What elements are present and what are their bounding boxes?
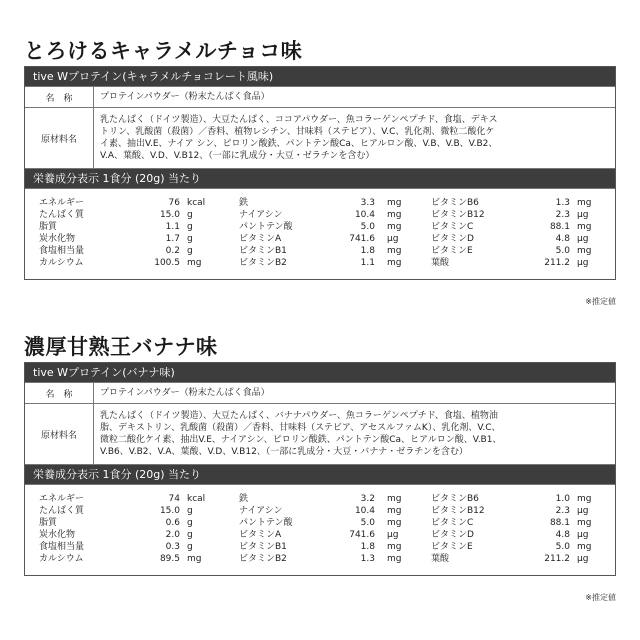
nutrient-value: 89.5 (159, 554, 180, 564)
ingredients-line: 乳たんぱく（ドイツ製造）、大豆たんぱく、バナナパウダー、魚コラーゲンペプチド、食塩、植物油 (100, 411, 498, 421)
nutrient-unit: mg (387, 494, 402, 504)
nutrient-value: 1.1 (165, 222, 180, 232)
nutrient-value: 1.1 (360, 258, 375, 268)
estimate-note: ※推定値 (585, 297, 616, 306)
nutrient-value: 4.8 (555, 234, 570, 244)
nutrient-value: 1.8 (360, 542, 375, 552)
nutrient-unit: μg (577, 258, 589, 268)
nutrient-unit: g (187, 234, 193, 244)
nutrient-name: ビタミンB12 (431, 506, 485, 516)
nutrient-name: 食塩相当量 (39, 542, 85, 552)
nutrient-unit: g (187, 506, 193, 516)
ingredients-line: V.B6、V.B2、V.A、葉酸、V.D、V.B12、（一部に乳成分・大豆・バナナ・ゼラチンを含む） (100, 447, 468, 457)
nutrient-value: 5.0 (555, 542, 570, 552)
nutrient-name: ナイアシン (239, 210, 283, 220)
nutrient-name: ビタミンD (431, 530, 474, 540)
nutrient-value: 10.4 (354, 210, 375, 220)
ingredients-line: V.A、葉酸、V.D、V.B12、（一部に乳成分・大豆・ゼラチンを含む） (100, 151, 375, 161)
banana-section (24, 332, 616, 602)
ingredients-line: 乳たんぱく（ドイツ製造）、大豆たんぱく、ココアパウダー、魚コラーゲンペプチド、食塩、デキス (100, 115, 498, 125)
nutrient-value: 1.8 (360, 246, 375, 256)
nutrient-name: ビタミンB6 (431, 494, 479, 504)
nutrient-name: ナイアシン (239, 506, 283, 516)
nutrient-unit: kcal (187, 198, 206, 208)
nutrition-grid (25, 188, 615, 279)
ingredients-label: 原材料名 (25, 404, 94, 464)
nutrition-row (25, 505, 615, 517)
nutrient-name: カルシウム (39, 258, 84, 268)
flavor-title: とろけるキャラメルチョコ味 (24, 39, 303, 63)
estimate-note: ※推定値 (585, 593, 616, 602)
name-label: 名 称 (25, 383, 94, 403)
nutrient-name: ビタミンB2 (239, 554, 287, 564)
nutrient-unit: g (187, 222, 193, 232)
ingredients-line: 脂、デキストリン、乳酸菌（殺菌）／香料、甘味料（ステビア、アセスルファムK）、乳化剤、V.C、 (100, 423, 501, 433)
ingredients-line: トリン、乳酸菌（殺菌）／香料、植物レシチン、甘味料（ステビア）、V.C、乳化剤、微粒二酸化ケ (100, 127, 495, 137)
nutrient-unit: mg (577, 518, 592, 528)
nutrient-name: ビタミンA (239, 530, 282, 540)
nutrient-value: 88.1 (549, 518, 570, 528)
nutrient-value: 0.3 (165, 542, 180, 552)
nutrient-name: ビタミンB12 (431, 210, 485, 220)
nutrition-row (25, 553, 615, 565)
ingredients-label: 原材料名 (25, 108, 94, 168)
nutrient-unit: mg (387, 518, 402, 528)
nutrition-row (25, 541, 615, 553)
nutrition-header: 栄養成分表示 1食分 (20g) 当たり (25, 464, 615, 484)
nutrient-unit: g (187, 530, 193, 540)
nutrient-unit: μg (577, 554, 589, 564)
nutrient-unit: g (187, 210, 193, 220)
nutrient-unit: μg (577, 530, 589, 540)
nutrient-name: 鉄 (239, 494, 249, 504)
nutrient-name: 葉酸 (431, 554, 450, 564)
nutrient-unit: mg (577, 494, 592, 504)
nutrient-unit: mg (387, 246, 402, 256)
ingredients-value (94, 404, 615, 464)
nutrient-name: ビタミンB1 (239, 542, 287, 552)
nutrient-unit: g (187, 518, 193, 528)
nutrient-unit: mg (577, 198, 592, 208)
nutrient-value: 211.2 (544, 258, 570, 268)
nutrient-name: カルシウム (39, 554, 84, 564)
nutrient-unit: g (187, 542, 193, 552)
nutrient-unit: mg (387, 506, 402, 516)
nutrient-unit: μg (387, 530, 399, 540)
nutrient-unit: mg (577, 246, 592, 256)
nutrient-value: 1.0 (555, 494, 570, 504)
nutrient-name: ビタミンB2 (239, 258, 287, 268)
nutrient-value: 741.6 (349, 530, 375, 540)
nutrient-unit: mg (387, 258, 402, 268)
nutrient-name: 炭水化物 (39, 530, 76, 540)
nutrition-row (25, 221, 615, 233)
ingredients-row (25, 403, 615, 464)
nutrient-name: ビタミンB6 (431, 198, 479, 208)
nutrient-unit: g (187, 246, 193, 256)
nutrient-value: 10.4 (354, 506, 375, 516)
nutrient-value: 15.0 (159, 210, 180, 220)
nutrient-value: 100.5 (154, 258, 180, 268)
nutrient-value: 5.0 (360, 518, 375, 528)
nutrient-name: パントテン酸 (239, 222, 293, 232)
name-row (25, 382, 615, 403)
name-label: 名 称 (25, 87, 94, 107)
nutrient-value: 4.8 (555, 530, 570, 540)
ingredients-value (94, 108, 615, 168)
ingredients-line: イ素、抽出V.E、ナイア シン、ピロリン酸鉄、パントテン酸Ca、ヒアルロン酸、V.B、V.B、V.B2、 (100, 139, 498, 149)
nutrient-name: エネルギー (39, 494, 85, 504)
nutrient-name: エネルギー (39, 198, 85, 208)
flavor-title: 濃厚甘熟王バナナ味 (24, 335, 218, 359)
nutrition-row (25, 233, 615, 245)
nutrition-row (25, 493, 615, 505)
caramel-section (24, 36, 616, 306)
nutrient-value: 5.0 (360, 222, 375, 232)
nutrient-value: 1.3 (555, 198, 570, 208)
nutrient-unit: μg (577, 506, 589, 516)
nutrient-unit: mg (387, 198, 402, 208)
nutrient-value: 88.1 (549, 222, 570, 232)
nutrient-name: 脂質 (39, 518, 58, 528)
nutrient-name: 食塩相当量 (39, 246, 85, 256)
nutrient-unit: mg (577, 542, 592, 552)
nutrient-unit: mg (387, 542, 402, 552)
nutrition-header: 栄養成分表示 1食分 (20g) 当たり (25, 168, 615, 188)
nutrient-value: 741.6 (349, 234, 375, 244)
nutrient-value: 3.2 (360, 494, 375, 504)
nutrient-unit: mg (187, 554, 202, 564)
nutrient-value: 0.2 (165, 246, 180, 256)
nutrient-unit: μg (577, 210, 589, 220)
nutrient-name: たんぱく質 (39, 210, 85, 220)
nutrient-name: ビタミンA (239, 234, 282, 244)
nutrient-unit: mg (387, 222, 402, 232)
nutrient-value: 2.3 (555, 506, 570, 516)
nutrient-name: パントテン酸 (239, 518, 293, 528)
nutrient-name: ビタミンC (431, 222, 474, 232)
nutrient-value: 76 (168, 198, 180, 208)
nutrient-unit: μg (577, 234, 589, 244)
nutrient-value: 15.0 (159, 506, 180, 516)
nutrient-name: ビタミンC (431, 518, 474, 528)
nutrition-row (25, 245, 615, 257)
nutrient-name: ビタミンD (431, 234, 474, 244)
nutrient-unit: mg (187, 258, 202, 268)
nutrient-value: 1.3 (360, 554, 375, 564)
nutrition-row (25, 209, 615, 221)
nutrient-name: ビタミンE (431, 542, 473, 552)
nutrient-name: ビタミンB1 (239, 246, 287, 256)
nutrition-row (25, 197, 615, 209)
nutrition-row (25, 517, 615, 529)
nutrient-value: 5.0 (555, 246, 570, 256)
nutrient-value: 0.6 (165, 518, 180, 528)
ingredients-row (25, 107, 615, 168)
nutrient-value: 2.0 (165, 530, 180, 540)
nutrient-value: 74 (168, 494, 180, 504)
nutrient-name: 炭水化物 (39, 234, 76, 244)
nutrition-row (25, 529, 615, 541)
name-row (25, 86, 615, 107)
nutrient-value: 211.2 (544, 554, 570, 564)
nutrient-value: 1.7 (165, 234, 180, 244)
nutrient-unit: μg (387, 234, 399, 244)
nutrient-name: 葉酸 (431, 258, 450, 268)
product-name: tive Wプロテイン(キャラメルチョコレート風味) (25, 67, 615, 86)
nutrient-unit: mg (577, 222, 592, 232)
nutrient-unit: mg (387, 554, 402, 564)
name-value: プロテインパウダー（粉末たんぱく食品） (100, 388, 270, 398)
nutrient-value: 2.3 (555, 210, 570, 220)
nutrient-value: 3.3 (360, 198, 375, 208)
nutrition-grid (25, 484, 615, 575)
nutrition-row (25, 257, 615, 269)
nutrient-name: 脂質 (39, 222, 58, 232)
label-table (24, 66, 616, 280)
product-name: tive Wプロテイン(バナナ味) (25, 363, 615, 382)
nutrient-name: たんぱく質 (39, 506, 85, 516)
name-value: プロテインパウダー（粉末たんぱく食品） (100, 92, 270, 102)
nutrient-name: ビタミンE (431, 246, 473, 256)
nutrient-unit: kcal (187, 494, 206, 504)
ingredients-line: 微粒二酸化ケイ素、抽出V.E、ナイアシン、ピロリン酸鉄、パントテン酸Ca、ヒアルロン酸、V.B1、 (100, 435, 502, 445)
nutrient-name: 鉄 (239, 198, 249, 208)
nutrient-unit: mg (387, 210, 402, 220)
label-table (24, 362, 616, 576)
